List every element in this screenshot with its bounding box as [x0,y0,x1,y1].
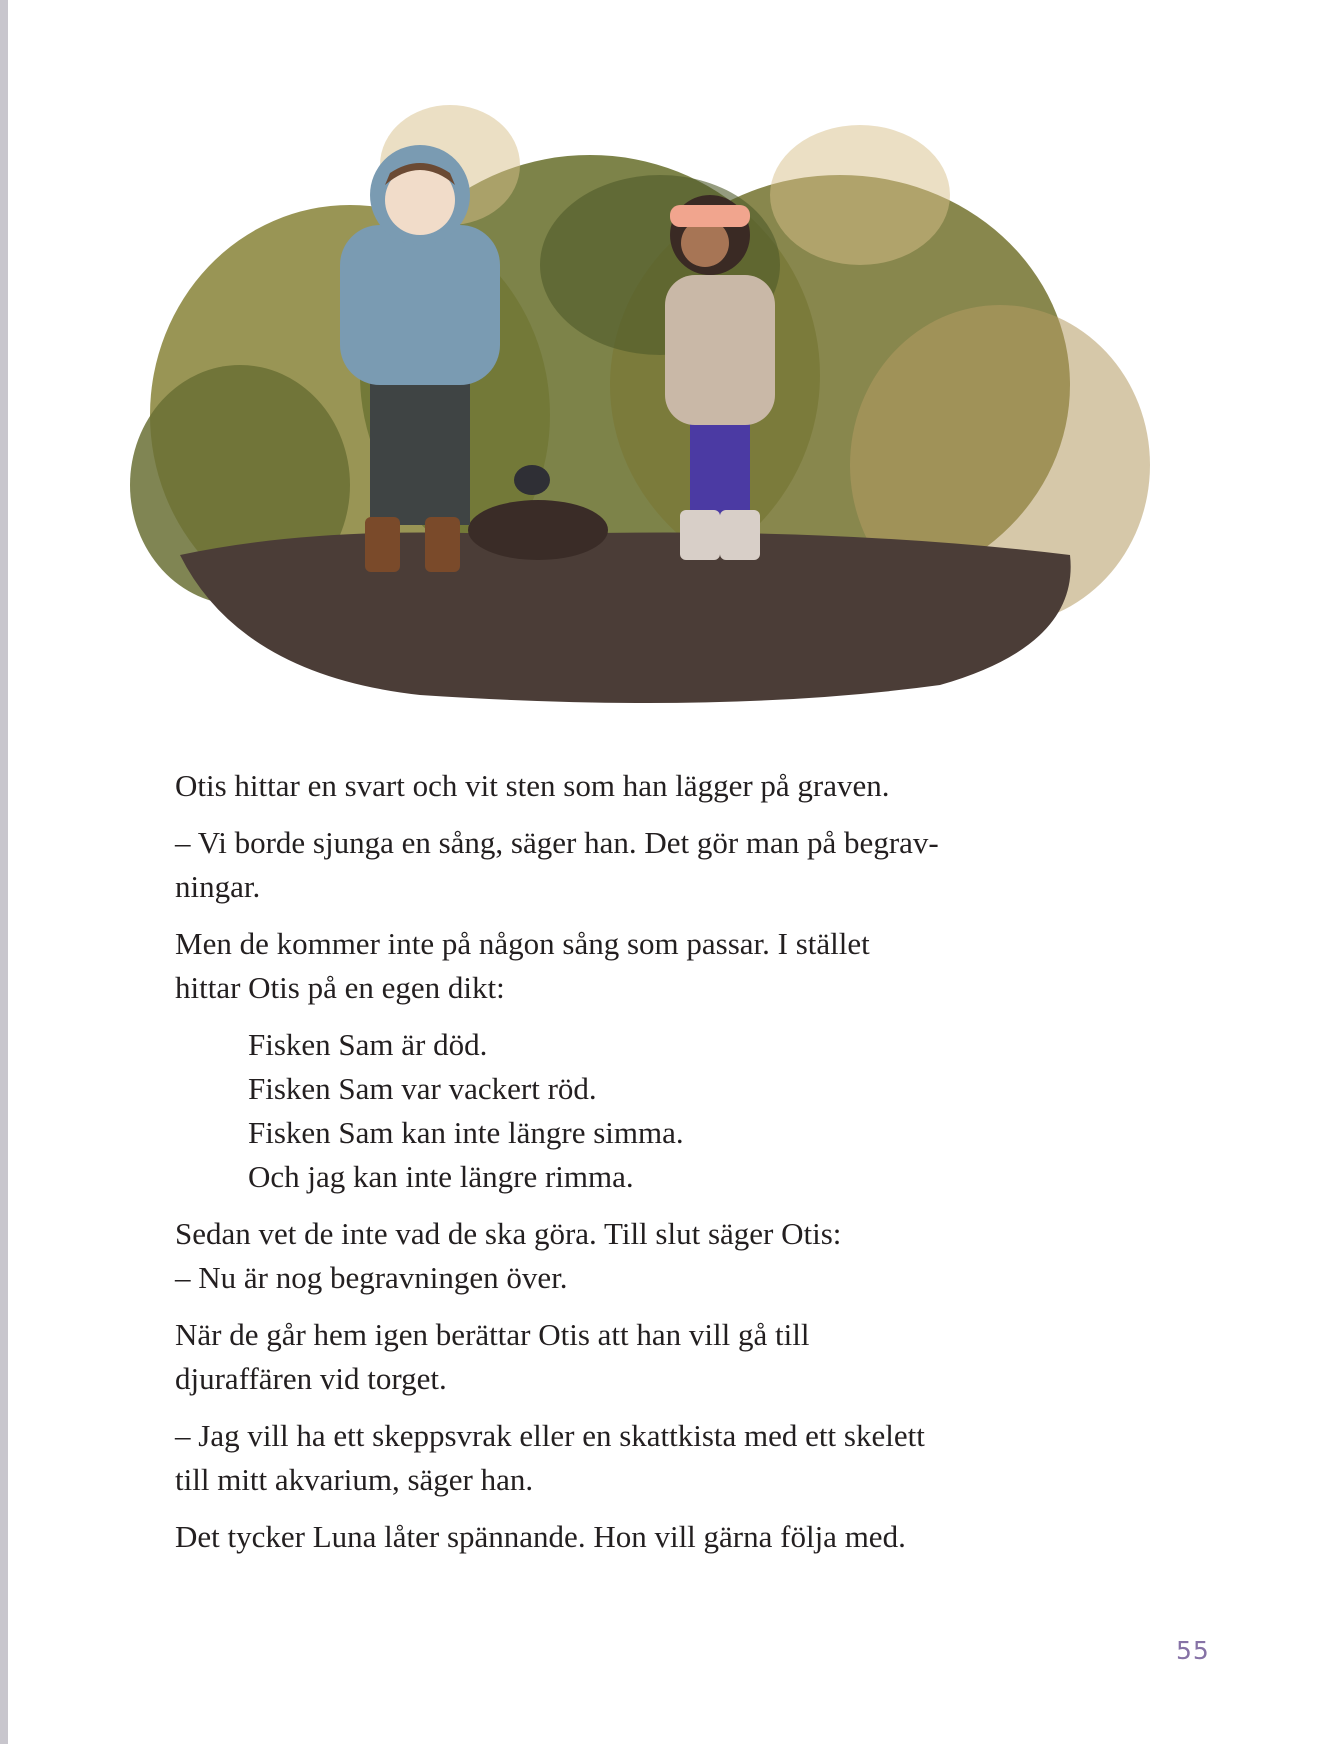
stone [514,465,550,495]
paragraph-2: – Vi borde sjunga en sång, säger han. Det gör man på begrav- ningar. [175,825,939,904]
paragraph-6: – Jag vill ha ett skeppsvrak eller en skattkista med ett skelett till mitt akvarium, säger han. [175,1418,925,1497]
page-edge [0,0,8,1744]
paragraph-4: Sedan vet de inte vad de ska göra. Till slut säger Otis: – Nu är nog begravningen över. [175,1216,842,1295]
illustration [120,85,1170,725]
paragraph-3: Men de kommer inte på någon sång som passar. I stället hittar Otis på en egen dikt: [175,926,870,1005]
poem [248,1023,1075,1199]
paragraph-7: Det tycker Luna låter spännande. Hon vill gärna följa med. [175,1519,906,1554]
poem-line: Fisken Sam kan inte längre simma. [248,1115,684,1150]
poem-line: Fisken Sam är död. [248,1027,488,1062]
page-number: 55 [1176,1636,1210,1665]
story-text [175,764,1075,1572]
grave-mound [468,500,608,560]
poem-line: Fisken Sam var vackert röd. [248,1071,597,1106]
paragraph-1: Otis hittar en svart och vit sten som han lägger på graven. [175,768,890,803]
paragraph-5: När de går hem igen berättar Otis att han vill gå till djuraffären vid torget. [175,1317,810,1396]
ground [180,533,1071,704]
poem-line: Och jag kan inte längre rimma. [248,1159,634,1194]
